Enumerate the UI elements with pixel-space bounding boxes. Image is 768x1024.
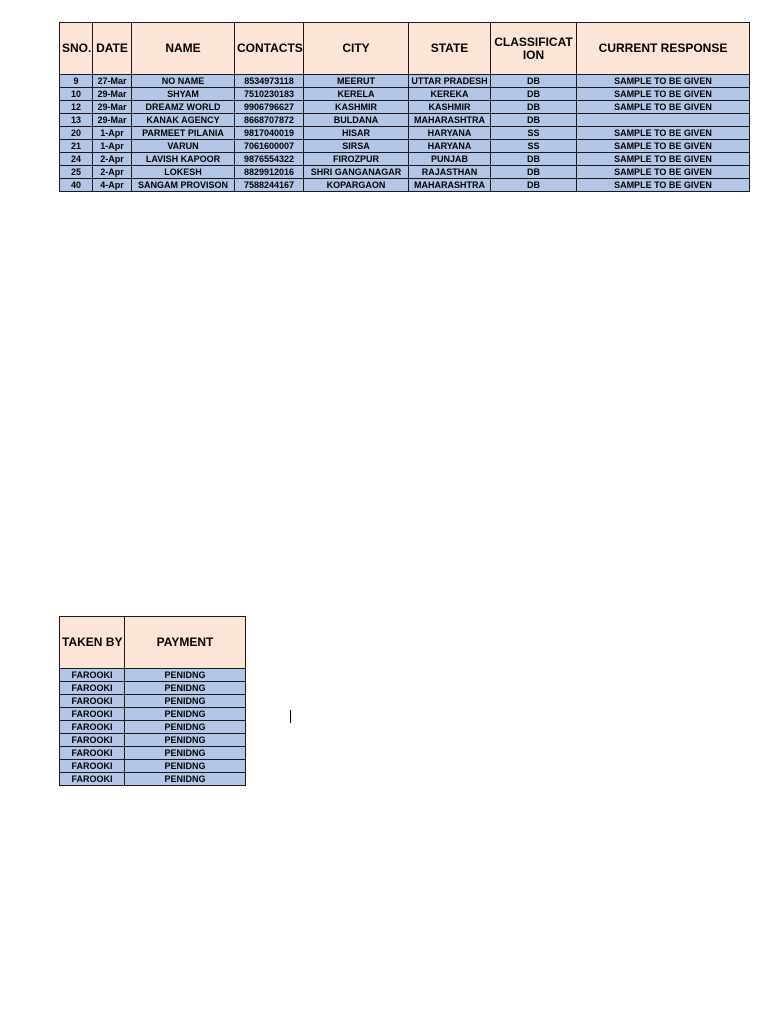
cell-city: BULDANA — [304, 114, 409, 127]
cell-date: 2-Apr — [93, 166, 132, 179]
cell-current-response: SAMPLE TO BE GIVEN — [577, 179, 750, 192]
cell-sno: 10 — [60, 88, 93, 101]
cell-taken-by: FAROOKI — [60, 682, 125, 695]
table-row — [60, 75, 750, 88]
cell-classification: DB — [491, 153, 577, 166]
cell-name: KANAK AGENCY — [132, 114, 235, 127]
cell-name: DREAMZ WORLD — [132, 101, 235, 114]
cell-contacts: 7061600007 — [235, 140, 304, 153]
cell-current-response — [577, 114, 750, 127]
cell-taken-by: FAROOKI — [60, 721, 125, 734]
table-row — [60, 140, 750, 153]
cell-payment: PENIDNG — [125, 773, 246, 786]
cell-classification: SS — [491, 140, 577, 153]
leads-header-row — [60, 23, 750, 75]
cell-date: 29-Mar — [93, 101, 132, 114]
table-row — [60, 773, 246, 786]
cell-contacts: 9817040019 — [235, 127, 304, 140]
cell-current-response: SAMPLE TO BE GIVEN — [577, 88, 750, 101]
cell-contacts: 8829912016 — [235, 166, 304, 179]
cell-state: RAJASTHAN — [409, 166, 491, 179]
payment-table — [59, 616, 246, 786]
cell-taken-by: FAROOKI — [60, 747, 125, 760]
cell-date: 29-Mar — [93, 88, 132, 101]
header-name: NAME — [132, 23, 235, 75]
cell-city: SIRSA — [304, 140, 409, 153]
cell-taken-by: FAROOKI — [60, 734, 125, 747]
cell-sno: 20 — [60, 127, 93, 140]
cell-city: KOPARGAON — [304, 179, 409, 192]
header-date: DATE — [93, 23, 132, 75]
cell-name: VARUN — [132, 140, 235, 153]
cell-name: LAVISH KAPOOR — [132, 153, 235, 166]
table-row — [60, 747, 246, 760]
cell-current-response: SAMPLE TO BE GIVEN — [577, 140, 750, 153]
cell-state: KEREKA — [409, 88, 491, 101]
cell-classification: SS — [491, 127, 577, 140]
cell-current-response: SAMPLE TO BE GIVEN — [577, 153, 750, 166]
cell-date: 1-Apr — [93, 127, 132, 140]
table-row — [60, 760, 246, 773]
payment-header-row — [60, 617, 246, 669]
cell-payment: PENIDNG — [125, 734, 246, 747]
table-row — [60, 695, 246, 708]
cell-current-response: SAMPLE TO BE GIVEN — [577, 101, 750, 114]
cell-name: SANGAM PROVISON — [132, 179, 235, 192]
table-row — [60, 179, 750, 192]
cell-payment: PENIDNG — [125, 669, 246, 682]
table-row — [60, 682, 246, 695]
table-row — [60, 127, 750, 140]
cell-date: 27-Mar — [93, 75, 132, 88]
cell-sno: 21 — [60, 140, 93, 153]
header-state: STATE — [409, 23, 491, 75]
cell-date: 4-Apr — [93, 179, 132, 192]
cell-name: SHYAM — [132, 88, 235, 101]
cell-contacts: 7588244167 — [235, 179, 304, 192]
cell-contacts: 9906796627 — [235, 101, 304, 114]
cell-taken-by: FAROOKI — [60, 695, 125, 708]
table-row — [60, 669, 246, 682]
cell-state: UTTAR PRADESH — [409, 75, 491, 88]
header-city: CITY — [304, 23, 409, 75]
table-row — [60, 153, 750, 166]
cell-payment: PENIDNG — [125, 760, 246, 773]
header-payment: PAYMENT — [125, 617, 246, 669]
cell-state: HARYANA — [409, 140, 491, 153]
table-row — [60, 734, 246, 747]
cell-date: 1-Apr — [93, 140, 132, 153]
cell-name: PARMEET PILANIA — [132, 127, 235, 140]
cell-state: MAHARASHTRA — [409, 179, 491, 192]
text-cursor — [290, 710, 291, 723]
cell-state: KASHMIR — [409, 101, 491, 114]
cell-city: HISAR — [304, 127, 409, 140]
cell-sno: 12 — [60, 101, 93, 114]
cell-taken-by: FAROOKI — [60, 773, 125, 786]
cell-sno: 40 — [60, 179, 93, 192]
cell-city: KERELA — [304, 88, 409, 101]
cell-sno: 9 — [60, 75, 93, 88]
cell-sno: 25 — [60, 166, 93, 179]
cell-taken-by: FAROOKI — [60, 708, 125, 721]
header-contacts: CONTACTS — [235, 23, 304, 75]
cell-city: MEERUT — [304, 75, 409, 88]
cell-contacts: 7510230183 — [235, 88, 304, 101]
cell-payment: PENIDNG — [125, 747, 246, 760]
cell-current-response: SAMPLE TO BE GIVEN — [577, 127, 750, 140]
leads-table-body — [60, 75, 750, 192]
cell-classification: DB — [491, 179, 577, 192]
cell-current-response: SAMPLE TO BE GIVEN — [577, 166, 750, 179]
cell-date: 2-Apr — [93, 153, 132, 166]
cell-current-response: SAMPLE TO BE GIVEN — [577, 75, 750, 88]
cell-classification: DB — [491, 88, 577, 101]
table-row — [60, 721, 246, 734]
cell-city: SHRI GANGANAGAR — [304, 166, 409, 179]
header-taken-by: TAKEN BY — [60, 617, 125, 669]
cell-contacts: 8668707872 — [235, 114, 304, 127]
table-row — [60, 88, 750, 101]
table-row — [60, 166, 750, 179]
cell-city: FIROZPUR — [304, 153, 409, 166]
payment-table-body — [60, 669, 246, 786]
cell-taken-by: FAROOKI — [60, 669, 125, 682]
cell-classification: DB — [491, 75, 577, 88]
cell-contacts: 8534973118 — [235, 75, 304, 88]
table-row — [60, 114, 750, 127]
table-row — [60, 708, 246, 721]
cell-payment: PENIDNG — [125, 682, 246, 695]
cell-state: PUNJAB — [409, 153, 491, 166]
cell-city: KASHMIR — [304, 101, 409, 114]
cell-sno: 13 — [60, 114, 93, 127]
cell-payment: PENIDNG — [125, 721, 246, 734]
cell-payment: PENIDNG — [125, 695, 246, 708]
cell-state: HARYANA — [409, 127, 491, 140]
cell-sno: 24 — [60, 153, 93, 166]
header-sno: SNO. — [60, 23, 93, 75]
cell-date: 29-Mar — [93, 114, 132, 127]
cell-contacts: 9876554322 — [235, 153, 304, 166]
cell-classification: DB — [491, 166, 577, 179]
header-classification: CLASSIFICATION — [491, 23, 577, 75]
cell-classification: DB — [491, 114, 577, 127]
cell-classification: DB — [491, 101, 577, 114]
header-current-response: CURRENT RESPONSE — [577, 23, 750, 75]
cell-state: MAHARASHTRA — [409, 114, 491, 127]
cell-name: NO NAME — [132, 75, 235, 88]
cell-name: LOKESH — [132, 166, 235, 179]
table-row — [60, 101, 750, 114]
cell-taken-by: FAROOKI — [60, 760, 125, 773]
leads-table — [59, 22, 750, 192]
cell-payment: PENIDNG — [125, 708, 246, 721]
